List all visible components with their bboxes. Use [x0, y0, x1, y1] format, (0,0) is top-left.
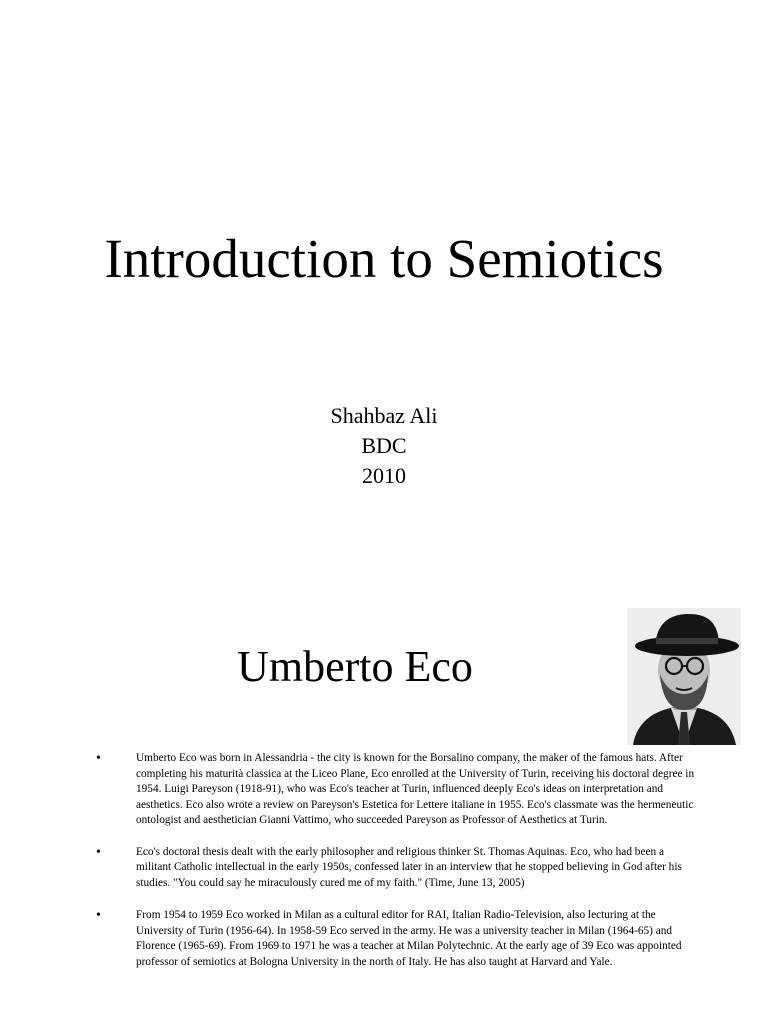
- bullet-icon: •: [96, 844, 101, 860]
- bullet-text: Umberto Eco was born in Alessandria - the city is known for the Borsalino company, the maker of the famous hats. After completing his maturità classica at the Liceo Plane, Eco enrolled at the University of Turin, receiving his doctoral degree in 1954. Luigi Pareyson (1918-91), who was Eco's teacher at Turin, influenced deeply Eco's ideas on interpretation and aesthetics. Eco also wrote a review on Pareyson's Estetica for Lettere italiane in 1955. Eco's classmate was the hermeneutic ontologist and aesthetician Gianni Vattimo, who succeeded Pareyson as Professor of Aesthetics at Turin.: [136, 752, 695, 826]
- slide-title: Introduction to Semiotics: [104, 228, 664, 289]
- institution: BDC: [361, 433, 407, 458]
- author-name: Shahbaz Ali: [330, 403, 438, 428]
- slide-subtitle: [0, 401, 768, 491]
- bullet-icon: •: [96, 908, 101, 923]
- portrait-photo: [627, 608, 741, 745]
- year: 2010: [362, 463, 406, 488]
- list-item: [96, 908, 696, 970]
- list-item: [96, 751, 696, 829]
- bullet-icon: •: [96, 751, 101, 766]
- bullet-text: Eco's doctoral thesis dealt with the early philosopher and religious thinker St. Thomas Aquinas. Eco, who had been a militant Catholic intellectual in the early 1950s, confessed later in an interview that he stopped believing in God after his studies. "You could say he miraculously cured me of my faith." (Time, June 13, 2005): [136, 845, 682, 889]
- bullet-list: [96, 751, 696, 986]
- list-item: [96, 845, 696, 892]
- portrait-photo-icon: [627, 608, 741, 745]
- bullet-text: From 1954 to 1959 Eco worked in Milan as a cultural editor for RAI, Italian Radio-Television, also lecturing at the University of Turin (1956-64). In 1958-59 Eco served in the army. He was a university teacher in Milan (1964-65) and Florence (1965-69). From 1969 to 1971 he was a teacher at Milan Polytechnic. At the early age of 39 Eco was appointed professor of semiotics at Bologna University in the north of Italy. He has also taught at Harvard and Yale.: [136, 909, 682, 968]
- section-title: Umberto Eco: [237, 642, 473, 691]
